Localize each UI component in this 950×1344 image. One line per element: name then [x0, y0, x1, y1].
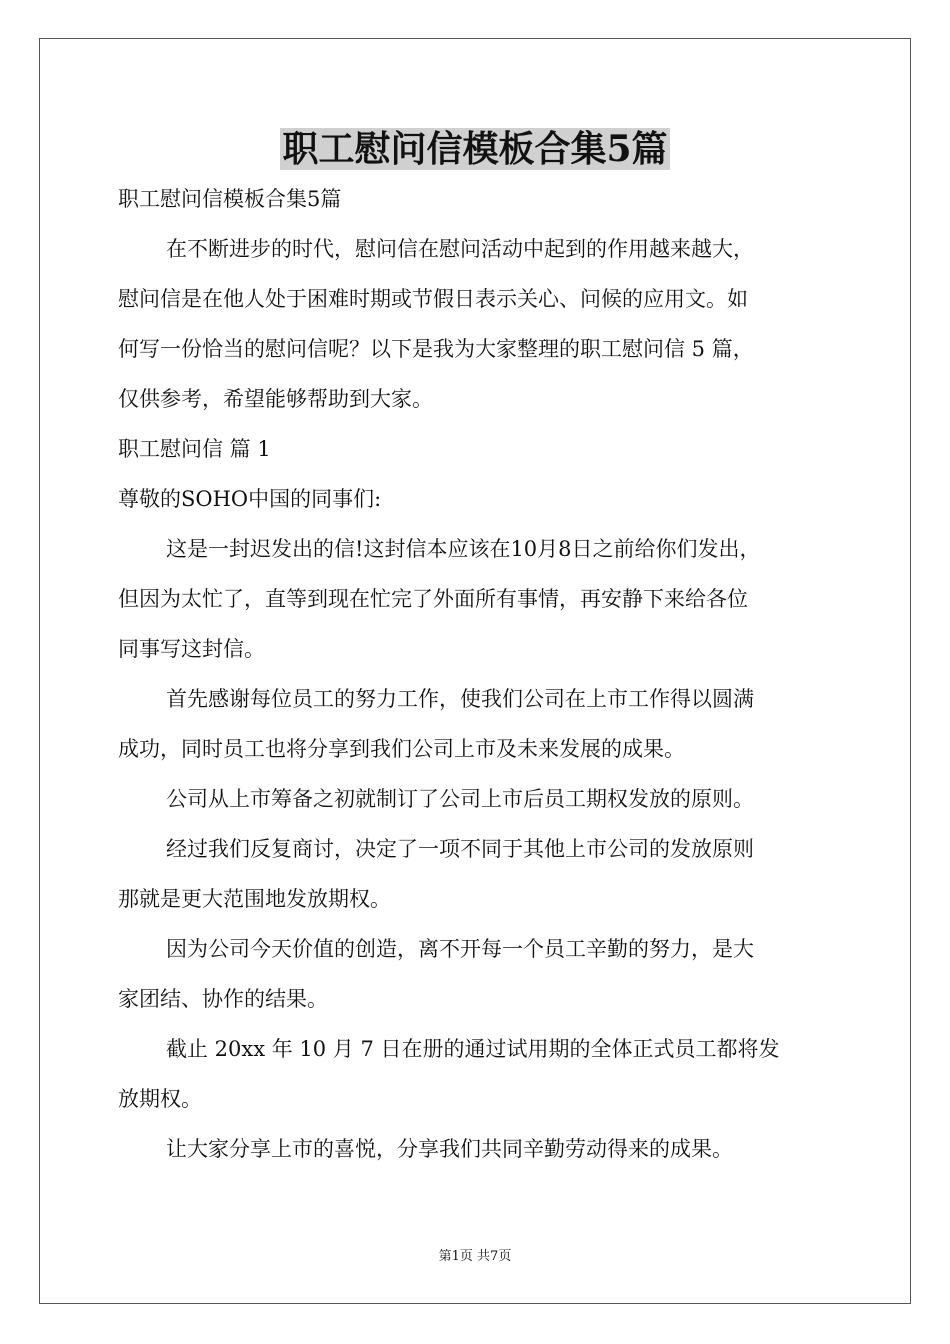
body-line: 成功，同时员工也将分享到我们公司上市及未来发展的成果。 — [118, 737, 685, 761]
body-line: 那就是更大范围地发放期权。 — [118, 887, 391, 911]
body-line: 家团结、协作的结果。 — [118, 987, 328, 1011]
body-line: 慰问信是在他人处于困难时期或节假日表示关心、问候的应用文。如 — [118, 287, 748, 311]
subtitle-line: 职工慰问信模板合集5篇 — [118, 187, 342, 211]
body-line: 截止 20xx 年 10 月 7 日在册的通过试用期的全体正式员工都将发 — [166, 1037, 780, 1061]
salutation-line: 尊敬的SOHO中国的同事们: — [118, 487, 382, 511]
body-line: 经过我们反复商讨，决定了一项不同于其他上市公司的发放原则 — [166, 837, 754, 861]
section-heading: 职工慰问信 篇 1 — [118, 437, 271, 461]
body-line: 公司从上市筹备之初就制订了公司上市后员工期权发放的原则。 — [166, 787, 754, 811]
document-title-text: 职工慰问信模板合集5篇 — [282, 128, 668, 170]
document-title — [0, 124, 950, 174]
body-line: 这是一封迟发出的信!这封信本应该在10月8日之前给你们发出， — [166, 537, 761, 561]
body-line: 何写一份恰当的慰问信呢？以下是我为大家整理的职工慰问信 5 篇， — [118, 337, 754, 361]
body-line: 首先感谢每位员工的努力工作，使我们公司在上市工作得以圆满 — [166, 687, 754, 711]
body-line: 因为公司今天价值的创造，离不开每一个员工辛勤的努力，是大 — [166, 937, 754, 961]
body-line: 仅供参考，希望能够帮助到大家。 — [118, 387, 433, 411]
body-line: 放期权。 — [118, 1087, 202, 1111]
body-line: 同事写这封信。 — [118, 637, 265, 661]
body-line: 在不断进步的时代，慰问信在慰问活动中起到的作用越来越大， — [166, 237, 754, 261]
body-line: 让大家分享上市的喜悦，分享我们共同辛勤劳动得来的成果。 — [166, 1137, 733, 1161]
page-number-footer: 第1页 共7页 — [438, 1249, 512, 1264]
page-border — [39, 38, 911, 1304]
body-line: 但因为太忙了，直等到现在忙完了外面所有事情，再安静下来给各位 — [118, 587, 748, 611]
